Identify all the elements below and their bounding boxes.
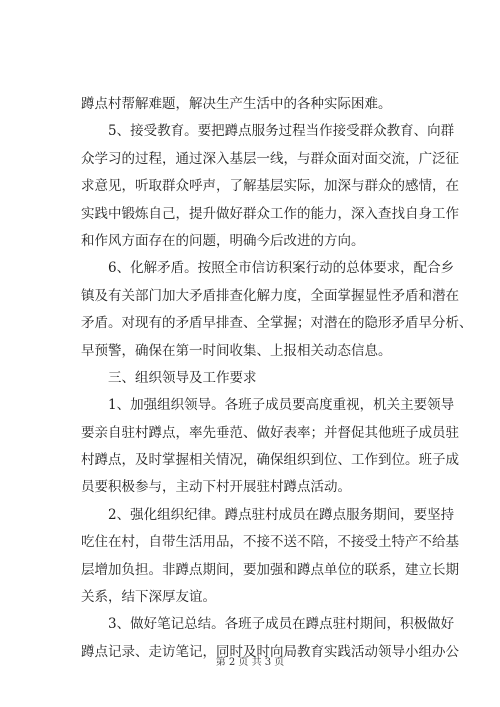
- document-body: [81, 91, 473, 666]
- text-line-7: 6、化解矛盾。按照全市信访积案行动的总体要求，配合乡: [81, 260, 455, 277]
- text-line-19: 关系，结下深厚友谊。: [81, 589, 216, 606]
- text-line-8: 镇及有关部门加大矛盾排查化解力度，全面掌握显性矛盾和潜在: [81, 287, 459, 304]
- text-line-9: 矛盾。对现有的矛盾早排查、全掌握；对潜在的隐形矛盾早分析、: [81, 315, 473, 332]
- text-line-2: 5、接受教育。要把蹲点服务过程当作接受群众教育、向群: [81, 123, 455, 140]
- text-line-18: 层增加负担。非蹲点期间，要加强和蹲点单位的联系，建立长期: [81, 561, 459, 578]
- text-line-13: 要亲自驻村蹲点，率先垂范、做好表率；并督促其他班子成员驻: [81, 424, 459, 441]
- text-line-16: 2、强化组织纪律。蹲点驻村成员在蹲点服务期间，要坚持: [81, 506, 455, 523]
- text-line-17: 吃住在村，自带生活用品，不接不送不陪，不接受土特产不给基: [81, 534, 459, 551]
- text-line-12: 1、加强组织领导。各班子成员要高度重视，机关主要领导: [81, 397, 455, 414]
- text-line-20: 3、做好笔记总结。各班子成员在蹲点驻村期间，积极做好: [81, 616, 455, 633]
- text-line-1: 蹲点村帮解难题，解决生产生活中的各种实际困难。: [81, 96, 392, 112]
- text-line-14: 村蹲点，及时掌握相关情况，确保组织到位、工作到位。班子成: [81, 452, 459, 469]
- text-line-6: 和作风方面存在的问题，明确今后改进的方向。: [81, 232, 365, 249]
- text-line-3: 众学习的过程，通过深入基层一线，与群众面对面交流，广泛征: [81, 150, 459, 167]
- text-line-15: 员要积极参与，主动下村开展驻村蹲点活动。: [81, 479, 351, 496]
- text-line-10: 早预警，确保在第一时间收集、上报相关动态信息。: [81, 342, 392, 359]
- section-heading: 三、组织领导及工作要求: [81, 369, 257, 386]
- text-line-5: 实践中锻炼自己，提升做好群众工作的能力，深入查找自身工作: [81, 205, 459, 222]
- text-line-4: 求意见，听取群众呼声，了解基层实际，加深与群众的感情，在: [81, 178, 459, 195]
- page-number-footer: 第 2 页 共 3 页: [215, 657, 285, 668]
- text-line-21: 蹲点记录、走访笔记，同时及时向局教育实践活动领导小组办公: [81, 643, 459, 660]
